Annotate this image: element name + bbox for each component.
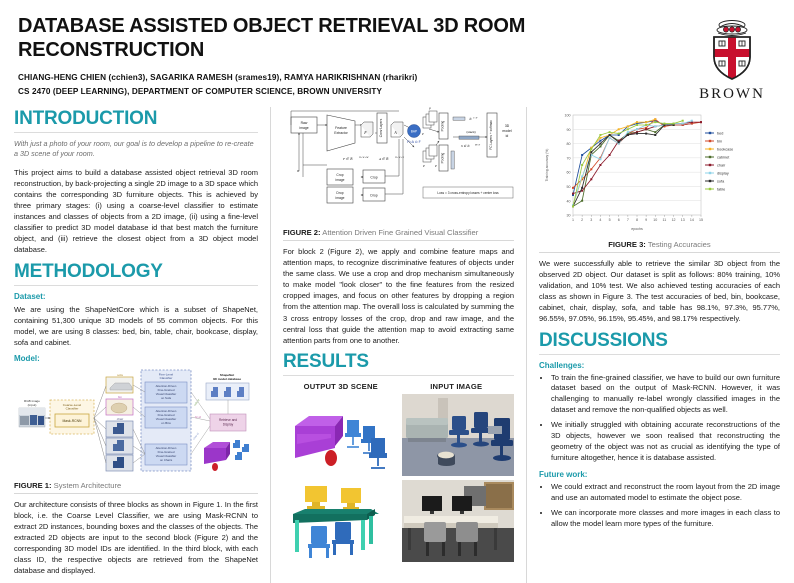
- svg-text:30: 30: [566, 213, 571, 218]
- figure1-svg: [14, 366, 258, 478]
- model-label: Model:: [14, 353, 40, 363]
- svg-text:image: image: [335, 196, 345, 200]
- svg-text:epochs: epochs: [631, 227, 643, 231]
- poster-header: [0, 0, 794, 107]
- svg-text:P: P: [423, 164, 425, 168]
- svg-text:40: 40: [566, 199, 571, 204]
- figure1-caption-text: System Architecture: [51, 480, 122, 490]
- svg-text:Fine-Grained: Fine-Grained: [157, 387, 175, 392]
- svg-text:chair id: chair id: [192, 432, 200, 441]
- svg-text:3D: 3D: [504, 124, 510, 128]
- svg-text:Crop: Crop: [336, 173, 344, 177]
- svg-text:chair: chair: [116, 416, 124, 421]
- results-column-headers: [283, 382, 514, 391]
- svg-text:Visual Classifier: Visual Classifier: [155, 391, 177, 396]
- challenges-label: Challenges:: [539, 360, 585, 370]
- svg-text:id: id: [505, 134, 509, 138]
- svg-text:A: A: [394, 130, 397, 135]
- svg-text:bookcase: bookcase: [717, 147, 734, 152]
- divider: [539, 252, 780, 253]
- svg-text:Retrieve and: Retrieve and: [218, 417, 238, 422]
- svg-text:BAP: BAP: [410, 129, 418, 134]
- svg-text:Classifier: Classifier: [65, 406, 79, 411]
- output-3d-scene-2: [283, 480, 396, 562]
- svg-text:Training accuracy (%): Training accuracy (%): [545, 148, 549, 182]
- svg-text:sofa id: sofa id: [193, 398, 201, 407]
- svg-text:image: image: [335, 178, 345, 182]
- svg-text:15: 15: [699, 218, 703, 222]
- svg-text:Raw: Raw: [300, 121, 308, 125]
- author-list: CHIANG-HENG CHIEN (cchien3), SAGARIKA RAMESH (srames19), RAMYA HARIKRISHNAN (rharikri): [18, 72, 418, 82]
- svg-text:Conv Layers: Conv Layers: [379, 118, 383, 138]
- svg-text:sofa: sofa: [717, 179, 725, 184]
- svg-text:bin id: bin id: [195, 415, 201, 419]
- affiliation-line: CS 2470 (DEEP LEARNING), DEPARTMENT OF COMPUTER SCIENCE, BROWN UNIVERSITY: [18, 87, 383, 97]
- svg-text:ℝ: ℝ: [469, 117, 472, 121]
- svg-text:Fine-Grained: Fine-Grained: [157, 449, 175, 454]
- divider: [14, 285, 258, 286]
- svg-text:80: 80: [566, 142, 571, 147]
- svg-text:P: P: [422, 133, 424, 136]
- figure3-chart: [539, 109, 780, 237]
- introduction-lead: With just a photo of your room, our goal is to develop a pipeline to re-create a 3D scene of your room.: [14, 138, 254, 159]
- section-heading-discussions: DISCUSSIONS: [539, 329, 668, 351]
- list-item: • To train the fine-grained classifier, we have to build our own furniture dataset based on the output of Mask-RCNN. However, it was challenging to manually re-label wrongly classified images in the dataset and remove the non-qualified objects as well.: [551, 373, 780, 417]
- svg-text:Fine-Grained: Fine-Grained: [157, 412, 175, 417]
- future-work-label: Future work:: [539, 470, 588, 479]
- results-paragraph: We were successfully able to retrieve the similar 3D object from the observed 2D object. Our dataset is split as follows: 80% training, 10% validation, and 10% test. We also achieved testing accuracies of each class as shown in Figure 3. The test accuracies of bed, bin, bookcase, cabinet, chair, display, sofa, and table has 98.1%, 97.3%, 95.77%, 96.55%, 97.05%, 96.15%, 95.45%, and 98.17% respectively.: [539, 259, 780, 324]
- challenges-list: [539, 373, 780, 465]
- testing-accuracies-line-chart: [539, 109, 769, 237]
- dataset-paragraph: We are using the ShapeNetCore which is a subset of ShapeNet, containing 51,300 unique 3D models of 55 common objects. For this model, we are using 8 classes: bed, bin, table, chair, bookcase, display, sofa and cabinet.: [14, 304, 258, 347]
- divider: [283, 375, 514, 376]
- brown-wordmark: BROWN: [699, 86, 765, 102]
- figure3-caption-label: FIGURE 3:: [608, 240, 646, 249]
- brown-crest-icon: [702, 16, 762, 84]
- svg-text:P: P: [435, 164, 437, 168]
- poster-columns: [0, 107, 794, 583]
- svg-text:on Bins: on Bins: [161, 420, 171, 425]
- page-title: DATABASE ASSISTED OBJECT RETRIEVAL 3D ROOM RECONSTRUCTION: [18, 15, 526, 62]
- svg-text:3: 3: [590, 218, 593, 222]
- svg-text:1×N: 1×N: [473, 117, 478, 120]
- svg-text:50: 50: [566, 185, 571, 190]
- svg-text:bin: bin: [117, 394, 123, 399]
- svg-text:on Sofa: on Sofa: [161, 395, 171, 400]
- dataset-label: Dataset:: [14, 291, 46, 301]
- svg-text:image: image: [299, 126, 309, 130]
- svg-text:2: 2: [581, 218, 584, 222]
- future-work-list: [539, 482, 780, 530]
- svg-text:table: table: [717, 187, 726, 192]
- column-left: [14, 107, 270, 583]
- svg-text:6: 6: [617, 218, 620, 222]
- svg-text:RGB image: RGB image: [24, 398, 40, 403]
- svg-text:90: 90: [566, 127, 571, 132]
- input-image-1: [402, 394, 515, 476]
- svg-text:bin: bin: [717, 139, 723, 144]
- methodology-architecture-paragraph: Our architecture consists of three blocks as shown in Figure 1. In the first block, i.e. the Coarse Level Classifier, we are using Mask-RCNN to extract 2D instances, bounding boxes and the classes of the objects. The extracted 2D objects are input to the second block (Figure 2) and the corresponding 3D model IDs are identified. In the third block, with each class ID, the respective objects are retrieved from the ShapeNet database and displayed.: [14, 499, 258, 576]
- svg-text:FC Layers + softmax: FC Layers + softmax: [489, 120, 493, 150]
- section-heading-results: RESULTS: [283, 350, 369, 372]
- svg-text:11: 11: [662, 218, 667, 222]
- figure1-caption: [14, 481, 258, 490]
- svg-text:model: model: [502, 129, 512, 133]
- svg-text:Loss = 3 cross-entropy losses: Loss = 3 cross-entropy losses + center loss: [437, 191, 499, 195]
- svg-text:on Chairs: on Chairs: [159, 457, 173, 462]
- svg-text:M×N: M×N: [475, 144, 480, 147]
- svg-text:Attention-Driven: Attention-Driven: [155, 445, 177, 450]
- list-item: • We could extract and reconstruct the room layout from the 2D image and use an automated model to estimate the object pose.: [551, 482, 780, 504]
- column-middle: [270, 107, 526, 583]
- svg-text:Drop: Drop: [336, 191, 344, 195]
- svg-text:12: 12: [671, 218, 676, 222]
- brown-university-logo: [688, 14, 776, 103]
- svg-text:display: display: [717, 171, 729, 176]
- figure2-caption-label: FIGURE 2:: [283, 228, 321, 237]
- svg-text:Feature: Feature: [335, 126, 347, 130]
- svg-text:X ∈ ℝ: X ∈ ℝ: [461, 144, 470, 148]
- results-header-output: OUTPUT 3D SCENE: [303, 381, 378, 391]
- svg-text:Extractor: Extractor: [334, 131, 348, 135]
- svg-text:Classifier: Classifier: [159, 375, 173, 380]
- figure2-caption-text: Attention Driven Fine Grained Visual Classifier: [320, 228, 479, 237]
- divider: [283, 240, 514, 241]
- svg-text:Drop: Drop: [370, 193, 378, 198]
- svg-text:A ∈ ℝ: A ∈ ℝ: [379, 157, 389, 161]
- figure2-caption: [283, 228, 514, 237]
- result-row: [283, 480, 514, 562]
- svg-text:13: 13: [680, 218, 685, 222]
- input-image-2: [402, 480, 515, 562]
- svg-text:Fine-Level: Fine-Level: [158, 372, 174, 377]
- figure1-caption-label: FIGURE 1:: [14, 480, 52, 490]
- svg-text:sofa: sofa: [117, 372, 123, 377]
- svg-text:4: 4: [599, 218, 602, 222]
- svg-text:Display: Display: [222, 422, 234, 427]
- svg-text:1: 1: [572, 218, 574, 222]
- svg-text:(input): (input): [27, 402, 37, 407]
- svg-text:P: P: [429, 107, 431, 111]
- svg-text:cabinet: cabinet: [717, 155, 730, 160]
- figure2-svg: [283, 107, 515, 225]
- figure2-paragraph: For block 2 (Figure 2), we apply and combine feature maps and attention maps, to recognize discriminative features of objects under the same class. We use a crop and drop mechanism simultaneously to make model "look closer" to the fine features from the resized cropped images, and focus on other features by dropping a region from the attention map. The overall loss is calculated by summing the 3 cross entropy losses of the crop, drop and raw image, and the central loss that guide the attention map to avoid extracting same attention parts from one to another.: [283, 247, 514, 345]
- room-photo-lounge: [402, 394, 514, 476]
- room-photo-desks: [402, 480, 514, 562]
- list-item: • We can incorporate more classes and more images in each class to allow the model learn more types of the furniture.: [551, 508, 780, 530]
- divider: [539, 354, 780, 355]
- svg-text:F ∈ ℝ: F ∈ ℝ: [343, 157, 353, 161]
- svg-text:P=A ⊙ F: P=A ⊙ F: [407, 140, 421, 144]
- svg-text:bed: bed: [717, 131, 724, 136]
- divider: [14, 132, 258, 133]
- svg-text:Visual Classifier: Visual Classifier: [155, 416, 177, 421]
- svg-text:Coarse-Level: Coarse-Level: [62, 402, 82, 407]
- svg-text:H×W×N: H×W×N: [395, 156, 404, 159]
- output-3d-scene-1: [283, 394, 396, 476]
- header-text-block: [18, 14, 688, 99]
- svg-text:9: 9: [645, 218, 648, 222]
- svg-text:chair: chair: [717, 163, 726, 168]
- svg-text:Attention-Driven: Attention-Driven: [155, 408, 177, 413]
- column-right: [526, 107, 780, 583]
- results-header-input: INPUT IMAGE: [430, 381, 483, 391]
- section-heading-introduction: INTRODUCTION: [14, 108, 158, 129]
- figure1-system-architecture: [14, 366, 258, 478]
- svg-text:10: 10: [653, 218, 658, 222]
- divider: [14, 493, 258, 494]
- figure3-caption-text: Testing Accuracies: [645, 240, 711, 249]
- list-item: • We initially struggled with obtaining accurate reconstructions of the 3D objects, however we soon realised that reconstructing the geometry of the object was not as crucial as identifying the type of furniture altogether, hence it is database assisted.: [551, 420, 780, 464]
- section-heading-methodology: METHODOLOGY: [14, 260, 163, 282]
- svg-text:8: 8: [636, 218, 638, 222]
- scene-render-sofa-chairs: [283, 394, 395, 476]
- svg-text:Pooling: Pooling: [440, 120, 445, 132]
- svg-text:Mask-RCNN: Mask-RCNN: [62, 418, 82, 423]
- figure3-caption: [539, 240, 780, 249]
- figure2-attention-classifier: [283, 107, 514, 225]
- svg-text:100: 100: [564, 113, 571, 118]
- scene-render-table-displays: [283, 480, 395, 562]
- svg-text:H×W×M: H×W×M: [359, 156, 369, 159]
- svg-text:Visual Classifier: Visual Classifier: [155, 453, 177, 458]
- svg-text:ShapeNet: ShapeNet: [219, 372, 235, 377]
- svg-text:Crop: Crop: [370, 175, 378, 180]
- svg-text:70: 70: [566, 156, 571, 161]
- results-grid: [283, 394, 514, 562]
- svg-text:5: 5: [608, 218, 611, 222]
- svg-text:60: 60: [566, 170, 571, 175]
- result-row: [283, 394, 514, 476]
- svg-text:7: 7: [626, 218, 629, 222]
- svg-text:3D model database: 3D model database: [212, 376, 242, 381]
- svg-text:Attention-Driven: Attention-Driven: [155, 383, 177, 388]
- svg-text:Pooling: Pooling: [440, 152, 445, 164]
- svg-text:F: F: [364, 130, 367, 135]
- introduction-paragraph: This project aims to build a database assisted object retrieval 3D room reconstruction, by back-projecting a single 2D image to a 3D space which contains the corresponding 3D furniture objects. This is achieved by three primary stages: (i) using a coarse-level classifier to estimate instances and classes of objects from a 2D image, (ii) using a fine-level classifier to predict 3D model database id that best match the furniture object, and (iii) retrieve the closest object from a 3D object model database.: [14, 167, 258, 255]
- svg-text:(stack): (stack): [466, 130, 476, 134]
- svg-text:14: 14: [689, 218, 694, 222]
